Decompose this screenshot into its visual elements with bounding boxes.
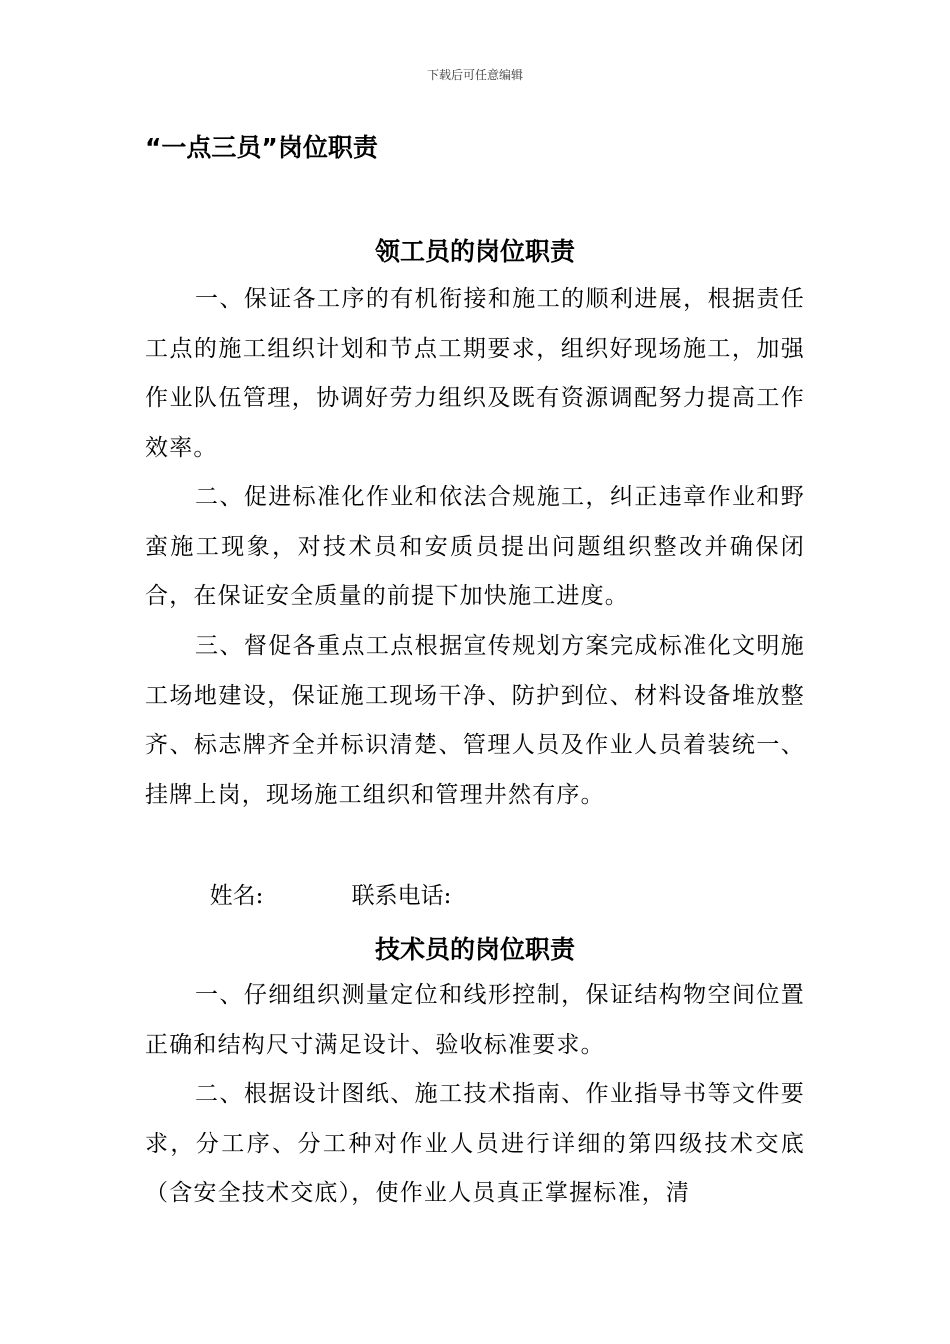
name-label: 姓名: [209,882,264,909]
contact-line [195,822,451,921]
phone-label: 联系电话: [351,882,452,909]
document-title: “一点三员”岗位职责 [145,133,378,162]
foreman-paragraph-3: 三、督促各重点工点根据宣传规划方案完成标准化文明施工场地建设，保证施工现场干净、防护到位、材料设备堆放整齐、标志牌齐全并标识清楚、管理人员及作业人员着装统一、挂牌上岗，现场施工组织和管理井然有序。 [145,633,805,808]
technician-paragraph-1: 一、仔细组织测量定位和线形控制，保证结构物空间位置正确和结构尺寸满足设计、验收标准要求。 [145,982,805,1058]
foreman-paragraph-2: 二、促进标准化作业和依法合规施工，纠正违章作业和野蛮施工现象，对技术员和安质员提出问题组织整改并确保闭合，在保证安全质量的前提下加快施工进度。 [145,484,805,609]
foreman-paragraph-1: 一、保证各工序的有机衔接和施工的顺利进展，根据责任工点的施工组织计划和节点工期要求，组织好现场施工，加强作业队伍管理，协调好劳力组织及既有资源调配努力提高工作效率。 [145,286,805,461]
header-note: 下载后可任意编辑 [426,68,523,82]
section-title-technician: 技术员的岗位职责 [374,935,575,964]
technician-paragraph-2: 二、根据设计图纸、施工技术指南、作业指导书等文件要求，分工序、分工种对作业人员进行详细的第四级技术交底（含安全技术交底），使作业人员真正掌握标准，清 [145,1081,805,1206]
section-title-foreman: 领工员的岗位职责 [374,237,575,266]
